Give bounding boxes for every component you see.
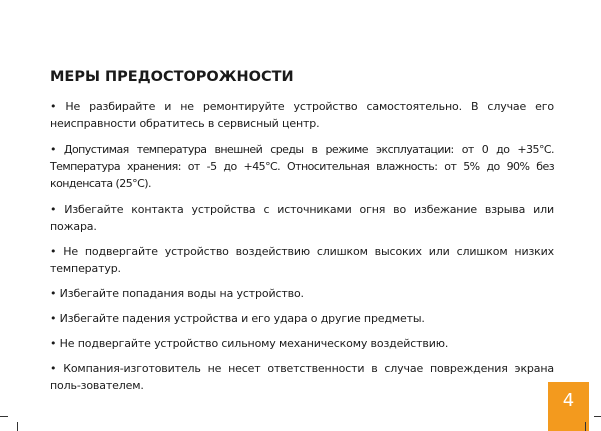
crop-mark-bottom-left-vertical: [17, 422, 18, 431]
precaution-item: • Допустимая температура внешней среды в режиме эксплуатации: от 0 до +35°С. Температура хранения: от -5 до +45°С. Относительная влажность: от 5% до 90% без конденсата (25°С).: [50, 143, 554, 190]
crop-mark-bottom-left-horizontal: [0, 416, 8, 417]
crop-mark-bottom-right-horizontal: [594, 416, 601, 417]
precaution-item: • Избегайте попадания воды на устройство.: [50, 287, 304, 300]
precautions-list: [50, 98, 554, 394]
page-number-tab: [548, 382, 589, 431]
precaution-item: • Не подвергайте устройство сильному механическому воздействию.: [50, 337, 449, 350]
precaution-item: • Не разбирайте и не ремонтируйте устройство самостоятельно. В случае его неисправности обратитесь в сервисный центр.: [50, 100, 554, 130]
precaution-item: • Компания-изготовитель не несет ответственности в случае повреждения экрана поль-зователем.: [50, 362, 554, 392]
precaution-item: • Избегайте падения устройства и его удара о другие предметы.: [50, 312, 425, 325]
page-title: МЕРЫ ПРЕДОСТОРОЖНОСТИ: [50, 69, 294, 85]
page-number: 4: [562, 390, 575, 411]
precaution-item: • Не подвергайте устройство воздействию слишком высоких или слишком низких температур.: [50, 245, 554, 275]
crop-mark-bottom-right-vertical: [585, 422, 586, 431]
precaution-item: • Избегайте контакта устройства с источниками огня во избежание взрыва или пожара.: [50, 203, 554, 233]
